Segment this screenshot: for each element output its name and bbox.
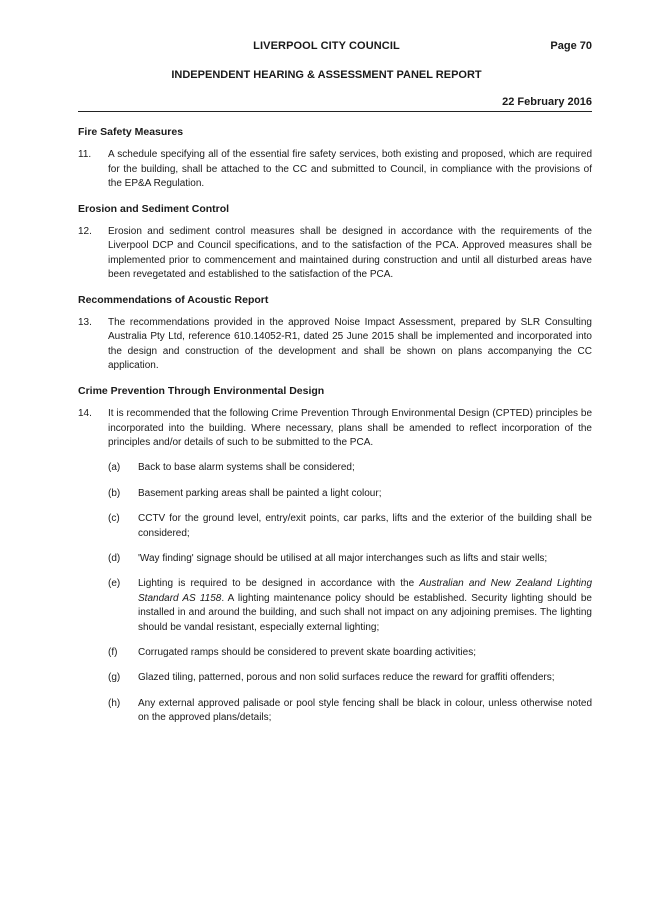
- condition-number: 14.: [78, 408, 92, 420]
- condition-text: A schedule specifying all of the essential fire safety services, both existing and proposed, which are required for the building, shall be attached to the CC and submitted to Council, in compliance with the provisions of the EP&A Regulation.: [108, 149, 592, 190]
- page-number: Page 70: [550, 40, 592, 52]
- sub-item-text-post: . A lighting maintenance policy should be established. Security lighting should be installed in and around the building, and such shall not impact on any adjoining premises. The lighting should be vandal resistant, especially external lighting;: [138, 592, 592, 633]
- condition-item-12: [78, 225, 592, 283]
- cpted-item-h: [108, 697, 592, 726]
- condition-number: 11.: [78, 149, 92, 161]
- section-heading-fire-safety: Fire Safety Measures: [78, 126, 184, 138]
- sub-item-label: (e): [108, 578, 121, 590]
- document-body: [78, 125, 592, 737]
- report-title: INDEPENDENT HEARING & ASSESSMENT PANEL REPORT: [171, 69, 482, 81]
- section-heading-erosion: Erosion and Sediment Control: [78, 202, 230, 215]
- sub-item-label: (f): [108, 646, 118, 658]
- cpted-item-d: [108, 552, 592, 566]
- condition-number: 12.: [78, 226, 92, 238]
- condition-number: 13.: [78, 317, 92, 329]
- condition-text: Erosion and sediment control measures shall be designed in accordance with the requirements of the Liverpool DCP and Council specifications, and to the satisfaction of the PCA. Approved measures shall be implemented prior to commencement and maintained during construction and until all disturbed areas have been revegetated and established to the satisfaction of the PCA.: [108, 226, 592, 281]
- sub-item-text: Glazed tiling, patterned, porous and non solid surfaces reduce the reward for graffiti offenders;: [138, 672, 555, 684]
- sub-item-text: Any external approved palisade or pool style fencing shall be black in colour, unless otherwise noted on the approved plans/details;: [138, 697, 592, 724]
- sub-item-label: (c): [108, 513, 120, 525]
- section-heading-cpted: Crime Prevention Through Environmental Design: [78, 384, 325, 397]
- section-heading-acoustic: Recommendations of Acoustic Report: [78, 293, 269, 306]
- sub-item-label: (b): [108, 487, 121, 499]
- condition-item-11: [78, 148, 592, 191]
- cpted-item-b: [108, 487, 592, 501]
- cpted-item-g: [108, 671, 592, 685]
- condition-text: The recommendations provided in the approved Noise Impact Assessment, prepared by SLR Consulting Australia Pty Ltd, reference 610.14052-R1, dated 25 June 2015 shall be implemented and incorporated into the design and construction of the development and shall be shown on plans accompanying the CC application.: [108, 317, 592, 372]
- standard-reference: Australian and New Zealand Lighting Standard AS 1158: [138, 578, 593, 604]
- cpted-item-c: [108, 512, 592, 541]
- sub-item-label: (g): [108, 672, 121, 684]
- sub-item-text: Corrugated ramps should be considered to prevent skate boarding activities;: [138, 646, 476, 658]
- sub-item-text: CCTV for the ground level, entry/exit points, car parks, lifts and the exterior of the building shall be considered;: [138, 513, 592, 539]
- sub-item-text-pre: Lighting is required to be designed in accordance with the: [138, 578, 420, 590]
- condition-item-14: [78, 407, 592, 450]
- sub-item-text: Basement parking areas shall be painted a light colour;: [138, 487, 382, 499]
- cpted-item-f: [108, 646, 592, 660]
- condition-item-13: [78, 316, 592, 374]
- header-divider: [78, 111, 592, 112]
- sub-item-label: (a): [108, 462, 121, 474]
- report-date: 22 February 2016: [502, 96, 592, 108]
- sub-item-label: (h): [108, 697, 121, 709]
- council-name: LIVERPOOL CITY COUNCIL: [253, 40, 400, 52]
- condition-text: It is recommended that the following Crime Prevention Through Environmental Design (CPTED) principles be incorporated into the building. Where necessary, plans shall be amended to reflect incorporation of the principles and/or details of such to be submitted to the PCA.: [108, 408, 592, 448]
- cpted-item-e: [108, 577, 592, 635]
- sub-item-label: (d): [108, 552, 121, 564]
- sub-item-text: Back to base alarm systems shall be considered;: [138, 462, 355, 474]
- cpted-item-a: [108, 461, 592, 475]
- sub-item-text: 'Way finding' signage should be utilised at all major interchanges such as lifts and stair wells;: [138, 552, 548, 564]
